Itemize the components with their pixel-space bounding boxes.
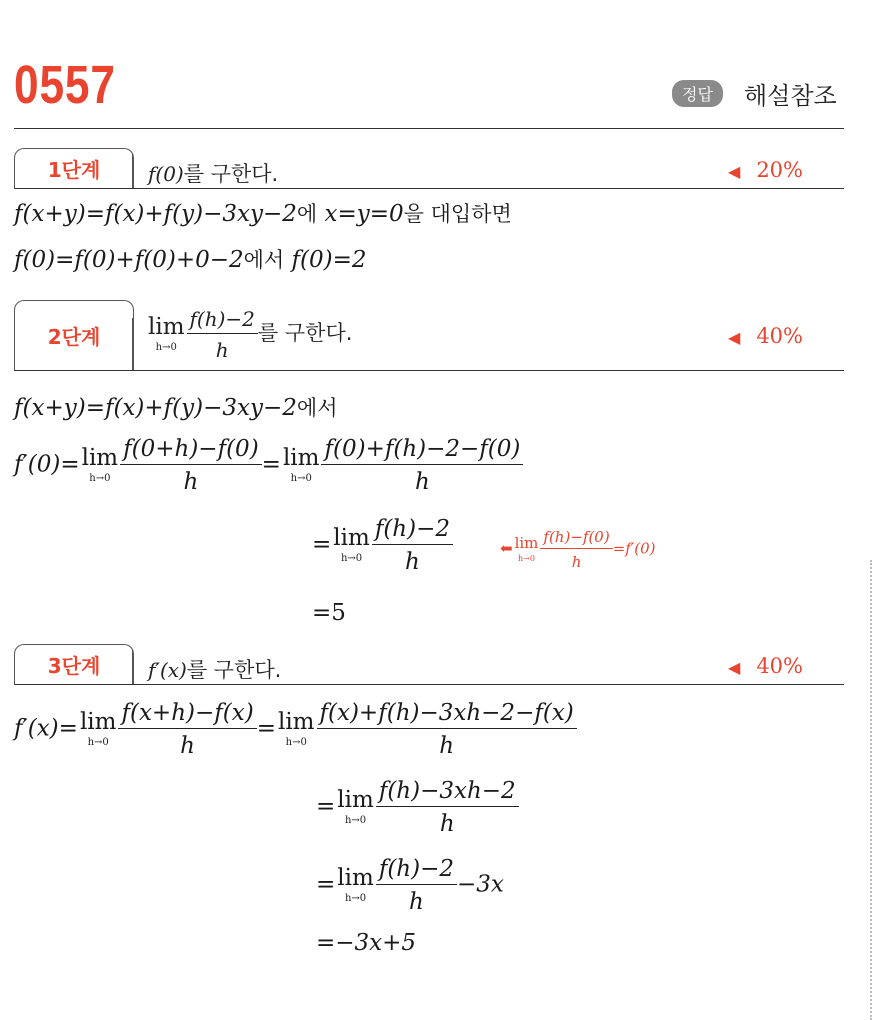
step3-divider [14, 684, 844, 685]
step3-eq-row2: = lim h→0 $\frac{f(h)-3xh-2}{h}$ [316, 778, 519, 837]
step3-title: f′(x)를 구한다. [148, 658, 282, 682]
step3-eq-row3: = lim h→0 $\frac{f(h)-2}{h}$ −3x [316, 856, 504, 915]
step1-divider [14, 188, 844, 189]
problem-number: 0557 [14, 55, 116, 115]
step2-title: lim h→0 $\frac{f(h)-2}{h}$ 를 구한다. [148, 307, 353, 362]
step3-eq-row1: f′(x)= lim h→0 $\frac{f(x+h)-f(x)}{h}$ = lim h→0 $\frac{f(x)+f(h)-3xh-2-f(x)}{h}$ [14, 700, 577, 759]
step2-separator [132, 318, 133, 370]
step2-eq-row1: f′(0)= lim h→0 $\frac{f(0+h)-f(0)}{h}$ = lim h→0 $\frac{f(0)+f(h)-2-f(0)}{h}$ [14, 436, 523, 495]
step3-tab: 3단계 [14, 644, 134, 685]
page-edge-dots [870, 560, 872, 1020]
step3-eq-result: =−3x+5 [316, 930, 417, 956]
left-arrow-icon: ⬅ [500, 539, 513, 558]
step1-line2: f(0)=f(0)+f(0)+0−2에서 f(0)=2 [14, 247, 367, 273]
step2-eq-row2: = lim h→0 $\frac{f(h)-2}{h}$ [312, 516, 453, 575]
step1-separator [132, 154, 133, 188]
answer-badge: 정답 [672, 80, 723, 107]
step3-separator [132, 650, 133, 684]
step1-title: f(0)를 구한다. [148, 162, 279, 186]
step2-percent: ◀ 40% [728, 324, 803, 348]
step2-eq-result: =5 [312, 600, 346, 626]
step2-hint-note: ⬅ lim h→0 $\frac{f(h)-f(0)}{h}$ =f′(0) [500, 528, 656, 571]
step1-tab: 1단계 [14, 148, 134, 189]
pointer-triangle-icon: ◀ [728, 658, 741, 677]
step1-line1: f(x+y)=f(x)+f(y)−3xy−2에 x=y=0을 대입하면 [14, 201, 512, 227]
step2-tab: 2단계 [14, 300, 134, 371]
header-divider [14, 128, 844, 129]
pointer-triangle-icon: ◀ [728, 328, 741, 347]
answer-reference: 해설참조 [744, 82, 837, 110]
step3-percent: ◀ 40% [728, 654, 803, 678]
pointer-triangle-icon: ◀ [728, 162, 741, 181]
step1-percent: ◀ 20% [728, 158, 803, 182]
step2-divider [14, 370, 844, 371]
step2-line1: f(x+y)=f(x)+f(y)−3xy−2에서 [14, 395, 338, 421]
